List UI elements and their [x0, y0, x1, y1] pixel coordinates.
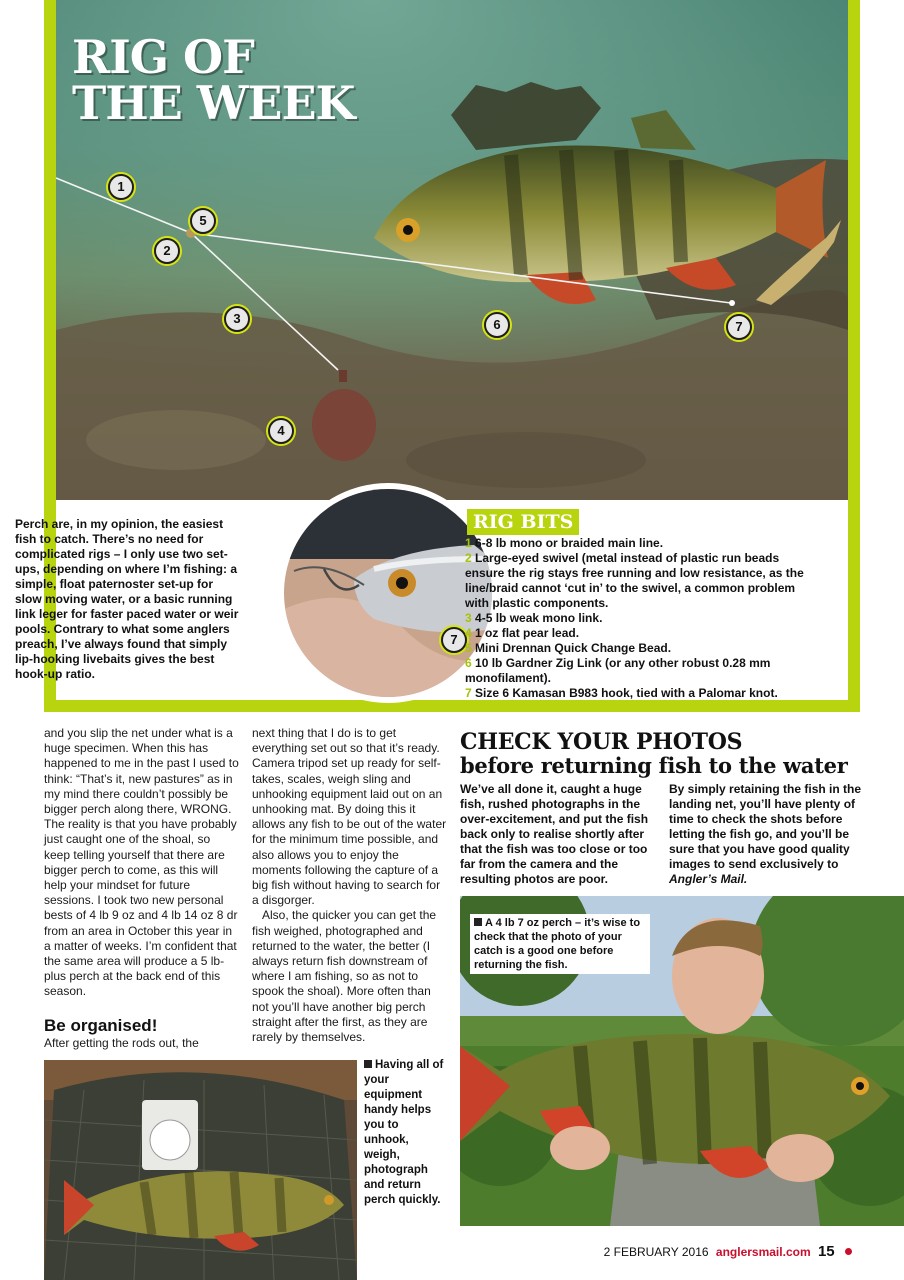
check-photos-title: CHECK YOUR PHOTOS	[460, 729, 743, 755]
rig-bit-item	[465, 641, 810, 656]
page-number: 15	[817, 1243, 835, 1260]
rig-marker-7: 7	[726, 314, 752, 340]
red-dot-icon	[845, 1248, 852, 1255]
rig-bit-number: 3	[465, 611, 472, 625]
rig-bits-list	[465, 536, 810, 701]
rig-bit-item	[465, 551, 810, 611]
rig-marker-2: 2	[154, 238, 180, 264]
article-column-1-cont	[44, 1036, 239, 1051]
rig-bits-title: RIG BITS	[467, 509, 579, 535]
rig-bit-text: Size 6 Kamasan B983 hook, tied with a Palomar knot.	[475, 686, 778, 700]
rig-bit-text: Mini Drennan Quick Change Bead.	[475, 641, 672, 655]
page-footer	[604, 1243, 852, 1260]
rig-marker-1: 1	[108, 174, 134, 200]
rig-bit-item	[465, 626, 810, 641]
equipment-image	[44, 1060, 357, 1280]
rig-bit-number: 4	[465, 626, 472, 640]
rig-marker-4: 4	[268, 418, 294, 444]
rig-bit-item	[465, 656, 810, 686]
rig-bit-number: 1	[465, 536, 472, 550]
article-column-2	[252, 726, 447, 1045]
magazine-name: Angler’s Mail.	[669, 872, 748, 886]
article-column-1	[44, 726, 239, 1000]
rig-marker-3: 3	[224, 306, 250, 332]
hook-closeup-image	[284, 489, 492, 697]
issue-date: 2 FEBRUARY 2016	[603, 1245, 709, 1259]
rig-bit-number: 7	[465, 686, 472, 700]
rig-bit-number: 5	[465, 641, 472, 655]
rig-bit-number: 2	[465, 551, 472, 565]
rig-bit-number: 6	[465, 656, 472, 670]
check-photos-col2-text: By simply retaining the fish in the landing net, you’ll have plenty of time to check the shots before letting the fish go, and you’ll be sure that you have good quality images to send exclusively to	[669, 782, 862, 871]
rig-bit-item	[465, 611, 810, 626]
feature-title-line1: RIG OF	[72, 30, 254, 84]
rig-bit-item	[465, 536, 810, 551]
rig-bit-text: 4-5 lb weak mono link.	[475, 611, 603, 625]
rig-bit-text: 6-8 lb mono or braided main line.	[475, 536, 664, 550]
caption-square-icon	[364, 1060, 372, 1068]
intro-paragraph: Perch are, in my opinion, the easiest fish to catch. There’s no need for complicated rigs – I only use two set-ups, depending on where I’m fishing: a simple, float paternoster set-up for slow moving water, or a basic running link leger for faster paced water or weir pools. Contrary to what some anglers preach, I’ve always found that simply lip-hooking livebaits gives the best hook-up ratio.	[15, 517, 239, 681]
rig-bit-text: Large-eyed swivel (metal instead of plastic run beads ensure the rig stays free running and low resistance, as the line/braid cannot ‘cut in’ to the swivel, a common problem with plastic components.	[465, 551, 804, 610]
rig-bit-item	[465, 686, 810, 701]
body-paragraph: Also, the quicker you can get the fish weighed, photographed and returned to the water, the better (I always return fish downstream of where I am fishing, so as not to spook the shoal). More often than not you’ll have another big perch straight after the first, as they are rarely by themselves.	[252, 908, 437, 1045]
section-subhead: Be organised!	[44, 1016, 158, 1035]
body-paragraph: and you slip the net under what is a huge specimen. When this has happened to me in the past I used to think: “That’s it, new pastures” as in my mind there couldn’t possibly be bigger perch along there, WRONG. The reality is that you have probably just caught one of the shoal, so keep telling yourself that there are bigger perch to come, as this will help your mindset for future sessions. I took two new personal bests of 4 lb 9 oz and 4 lb 14 oz 8 dr from an area in October this year in a matter of weeks. I’m confident that the same area will produce a 5 lb-plus perch at the back end of this season.	[44, 726, 239, 999]
rig-marker-5: 5	[190, 208, 216, 234]
equipment-photo	[44, 1060, 357, 1280]
body-paragraph: next thing that I do is to get everything set out so that it’s ready. Camera tripod set up ready for self-takes, scales, weigh sling and unhooking equipment laid out on an unhooking mat. By doing this it allows any fish to be out of the water for the minimum time possible, and also allows you to enjoy the moments following the capture of a big fish without having to search for a disgorger.	[252, 726, 447, 908]
check-photos-col1: We’ve all done it, caught a huge fish, rushed photographs in the over-excitement, and put the fish back only to realise shortly after that the fish was too close or too far from the camera and the resulting photos are poor.	[460, 782, 649, 886]
perch-photo-caption	[470, 914, 650, 974]
caption-square-icon	[474, 918, 482, 926]
check-photos-subtitle: before returning fish to the water	[460, 753, 848, 778]
check-photos-col2	[669, 782, 864, 887]
underwater-perch-photo	[56, 0, 848, 500]
equipment-photo-caption-text: Having all of your equipment handy helps you to unhook, weigh, photograph and return perch quickly.	[364, 1059, 444, 1206]
rig-marker-6: 6	[484, 312, 510, 338]
website-link[interactable]: anglersmail.com	[715, 1245, 811, 1259]
rig-bit-text: 10 lb Gardner Zig Link (or any other robust 0.28 mm monofilament).	[465, 656, 771, 685]
equipment-photo-caption	[364, 1058, 444, 1208]
feature-title	[72, 30, 355, 130]
body-paragraph: After getting the rods out, the	[44, 1036, 199, 1050]
rig-bit-text: 1 oz flat pear lead.	[475, 626, 580, 640]
check-photos-heading	[460, 730, 847, 778]
inset-marker-7: 7	[441, 627, 467, 653]
perch-photo-caption-text: A 4 lb 7 oz perch – it’s wise to check that the photo of your catch is a good one before returning the fish.	[474, 917, 641, 971]
feature-title-line2: THE WEEK	[72, 76, 355, 130]
